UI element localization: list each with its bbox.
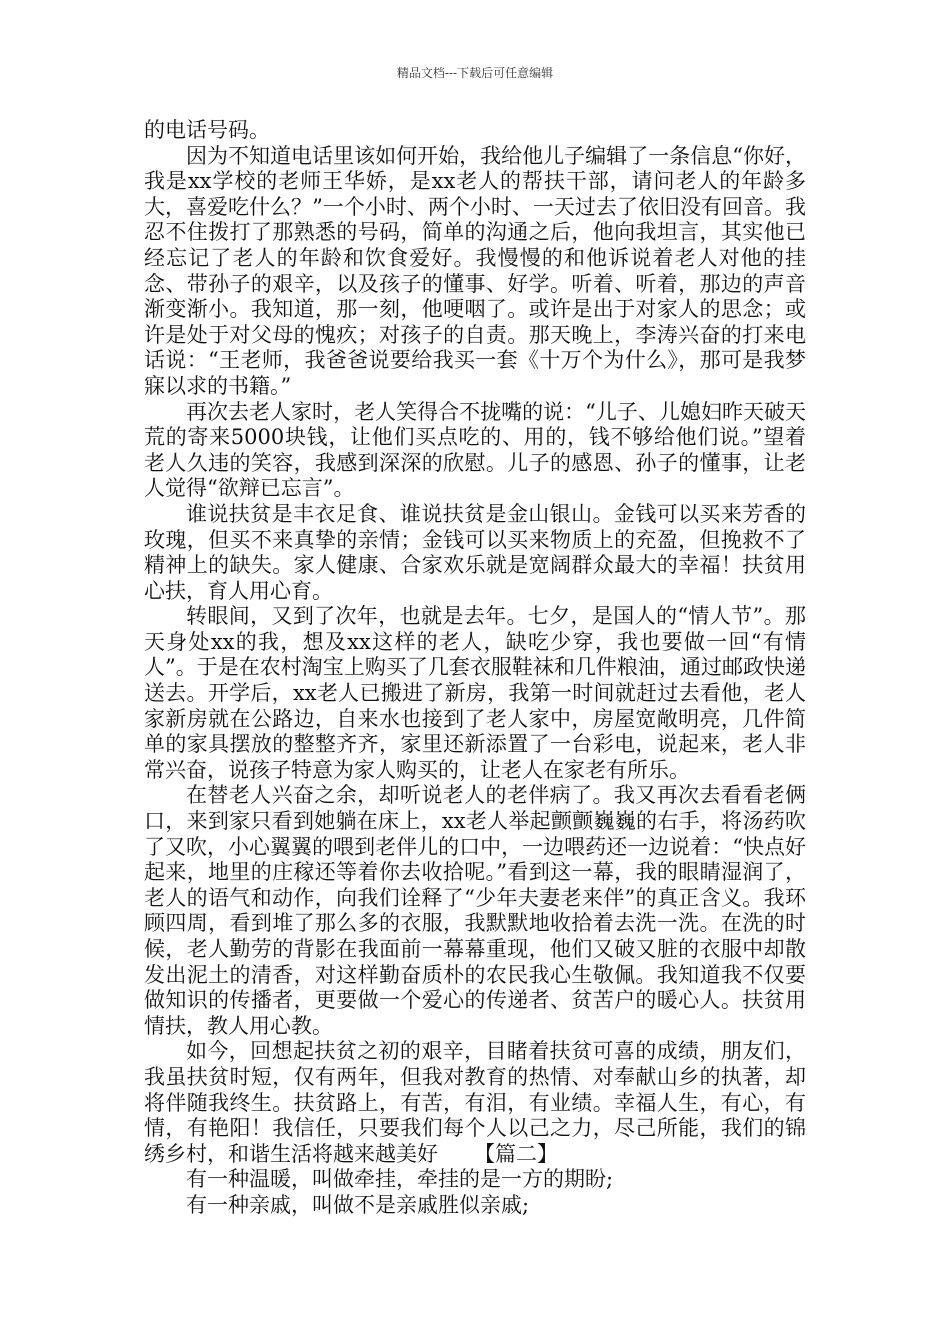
paragraph-5: 转眼间，又到了次年，也就是去年。七夕，是国人的“情人节”。那天身处xx的我，想及xx这样的老人，缺吃少穿，我也要做一回“有情人”。于是在农村淘宝上购买了几套衣服鞋袜和几件粮油，通过邮政快递送去。开学后，xx老人已搬进了新房，我第一时间就赶过去看他，老人家新房就在公路边，自来水也接到了老人家中，房屋宽敞明亮，几件简单的家具摆放的整整齐齐，家里还新添置了一台彩电，说起来，老人非常兴奋，说孩子特意为家人购买的，让老人在家老有所乐。 — [144, 604, 806, 782]
section-tag: 【篇二】 — [474, 1141, 558, 1166]
paragraph-4: 谁说扶贫是丰衣足食、谁说扶贫是金山银山。金钱可以买来芳香的玫瑰，但买不来真挚的亲情；金钱可以买来物质上的充盈，但挽救不了精神上的缺失。家人健康、合家欢乐就是宽阔群众最大的幸福！扶贫用心扶，育人用心育。 — [144, 501, 806, 603]
paragraph-1: 的电话号码。 — [144, 118, 270, 142]
paragraph-7-text: 如今，回想起扶贫之初的艰辛，目睹着扶贫可喜的成绩，朋友们，我虽扶贫时短，仅有两年，但我对教育的热情、对奉献山乡的执著，却将伴随我终生。扶贫路上，有苦，有泪，有业绩。幸福人生，有心，有情，有艳阳！我信任，只要我们每个人以己之力，尽己所能，我们的锦绣乡村，和谐生活将越来越美好 — [144, 1039, 806, 1166]
page-header: 精品文档---下载后可任意编辑 — [396, 66, 554, 80]
document-body — [144, 118, 806, 1219]
paragraph-2: 因为不知道电话里该如何开始，我给他儿子编辑了一条信息“你好，我是xx学校的老师王华娇，是xx老人的帮扶干部，请问老人的年龄多大，喜爱吃什么？”一个小时、两个小时、一天过去了依旧没有回音。我忍不住拨打了那熟悉的号码，简单的沟通之后，他向我坦言，其实他已经忘记了老人的年龄和饮食爱好。我慢慢的和他诉说着老人对他的挂念、带孙子的艰辛，以及孩子的懂事、好学。听着、听着，那边的声音渐变渐小。我知道，那一刻，他哽咽了。或许是出于对家人的思念；或许是处于对父母的愧疚；对孩子的自责。那天晚上，李涛兴奋的打来电话说：“王老师，我爸爸说要给我买一套《十万个为什么》，那可是我梦寐以求的书籍。” — [144, 143, 806, 398]
paragraph-7 — [144, 1039, 806, 1167]
paragraph-8: 有一种温暖，叫做牵挂，牵挂的是一方的期盼; — [186, 1167, 614, 1192]
paragraph-9: 有一种亲戚，叫做不是亲戚胜似亲戚; — [186, 1192, 530, 1217]
paragraph-6: 在替老人兴奋之余，却听说老人的老伴病了。我又再次去看看老俩口，来到家只看到她躺在床上，xx老人举起颤颤巍巍的右手，将汤药吹了又吹，小心翼翼的喂到老伴儿的口中，一边喂药还一边说着：“快点好起来，地里的庄稼还等着你去收拾呢。”看到这一幕，我的眼睛湿润了，老人的语气和动作，向我们诠释了“少年夫妻老来伴”的真正含义。我环顾四周，看到堆了那么多的衣服，我默默地收拾着去洗一洗。在洗的时候，老人勤劳的背影在我面前一幕幕重现，他们又破又脏的衣服中却散发出泥土的清香，对这样勤奋质朴的农民我心生敬佩。我知道我不仅要做知识的传播者，更要做一个爱心的传递者、贫苦户的暖心人。扶贫用情扶，教人用心教。 — [144, 783, 806, 1038]
paragraph-3: 再次去老人家时，老人笑得合不拢嘴的说：“儿子、儿媳妇昨天破天荒的寄来5000块钱，让他们买点吃的、用的，钱不够给他们说。”望着老人久违的笑容，我感到深深的欣慰。儿子的感恩、孙子的懂事，让老人觉得“欲辩已忘言”。 — [144, 399, 806, 501]
